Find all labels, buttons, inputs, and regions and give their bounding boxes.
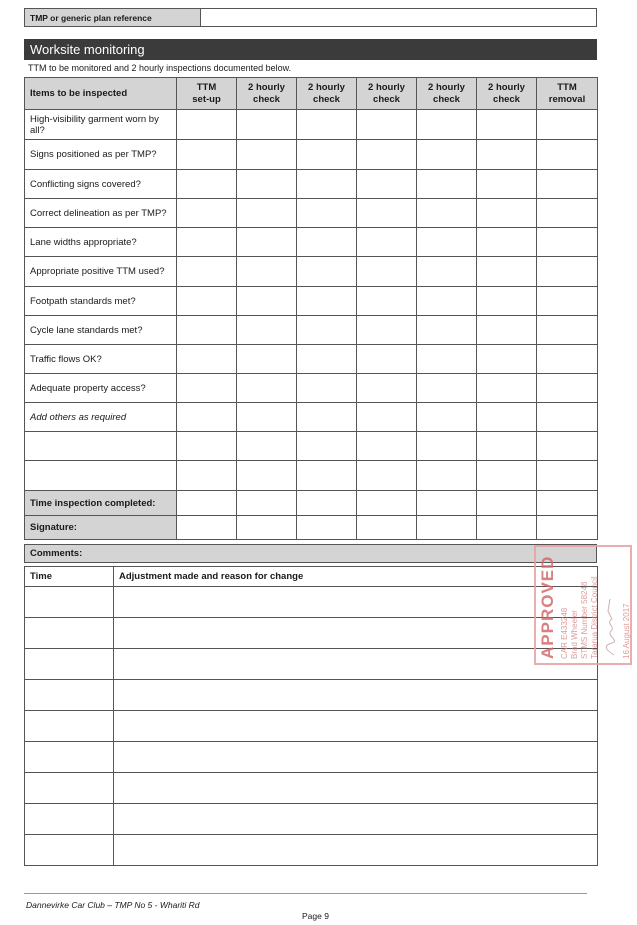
table-row: [25, 403, 598, 432]
table-row: [25, 170, 598, 199]
check-cell[interactable]: [537, 199, 598, 228]
adjustments-table: [24, 566, 598, 866]
check-cell[interactable]: [237, 432, 297, 461]
adjustment-entry-cell[interactable]: [114, 835, 598, 866]
section-intro: TTM to be monitored and 2 hourly inspections documented below.: [28, 63, 292, 73]
adjustment-entry-cell[interactable]: [114, 649, 598, 680]
stamp-date: 16 August 2017: [622, 603, 631, 659]
check-cell[interactable]: [537, 316, 598, 345]
stamp-name: Brad Wheeler: [570, 610, 579, 659]
time-cell[interactable]: [237, 491, 297, 516]
check-cell[interactable]: [177, 228, 237, 257]
check-cell[interactable]: [417, 461, 477, 491]
check-cell[interactable]: [477, 170, 537, 199]
stamp-council: Tararua District Council: [590, 576, 599, 659]
signature-row: [25, 516, 598, 540]
stamp-stms-number: STMS Number 58248: [580, 581, 589, 659]
check-cell[interactable]: [537, 345, 598, 374]
adjustments-header-row: [25, 567, 598, 587]
col-header-check-5: 2 hourly check: [477, 78, 537, 110]
table-row: [25, 316, 598, 345]
table-row: [25, 773, 598, 804]
col-header-removal: TTM removal: [537, 78, 598, 110]
time-completed-label: Time inspection completed:: [25, 491, 177, 516]
time-cell[interactable]: [177, 491, 237, 516]
check-cell[interactable]: [417, 228, 477, 257]
time-completed-row: [25, 491, 598, 516]
table-row: [25, 587, 598, 618]
time-entry-cell[interactable]: [25, 649, 114, 680]
check-cell[interactable]: [477, 257, 537, 287]
check-cell[interactable]: [477, 403, 537, 432]
check-cell[interactable]: [477, 140, 537, 170]
time-entry-cell[interactable]: [25, 587, 114, 618]
inspection-table: [24, 77, 598, 540]
table-row: [25, 835, 598, 866]
signature-cell[interactable]: [417, 516, 477, 540]
check-cell[interactable]: [537, 257, 598, 287]
time-header: Time: [25, 567, 114, 587]
signature-cell[interactable]: [297, 516, 357, 540]
check-cell[interactable]: [177, 316, 237, 345]
check-cell[interactable]: [237, 257, 297, 287]
time-cell[interactable]: [537, 491, 598, 516]
check-cell[interactable]: [537, 432, 598, 461]
check-cell[interactable]: [177, 110, 237, 140]
check-cell[interactable]: [177, 345, 237, 374]
approval-stamp: [534, 545, 632, 665]
check-cell[interactable]: [237, 374, 297, 403]
check-cell[interactable]: [537, 461, 598, 491]
comments-label: Comments:: [24, 544, 597, 563]
table-row: [25, 680, 598, 711]
check-cell[interactable]: [297, 316, 357, 345]
adjustment-entry-cell[interactable]: [114, 804, 598, 835]
footer-divider: [24, 893, 587, 894]
check-cell[interactable]: [177, 432, 237, 461]
check-cell[interactable]: [237, 316, 297, 345]
check-cell[interactable]: [417, 374, 477, 403]
check-cell[interactable]: [357, 287, 417, 316]
check-cell[interactable]: [417, 403, 477, 432]
check-cell[interactable]: [297, 287, 357, 316]
check-cell[interactable]: [177, 257, 237, 287]
check-cell[interactable]: [237, 461, 297, 491]
time-cell[interactable]: [297, 491, 357, 516]
check-cell[interactable]: [537, 170, 598, 199]
check-cell[interactable]: [177, 140, 237, 170]
inspection-item-label: Conflicting signs covered?: [25, 170, 177, 199]
signature-cell[interactable]: [357, 516, 417, 540]
check-cell[interactable]: [297, 257, 357, 287]
plan-reference-row: [24, 8, 597, 27]
check-cell[interactable]: [537, 140, 598, 170]
custom-item-cell[interactable]: [25, 461, 177, 491]
footer-page-number: Page 9: [302, 911, 329, 921]
inspection-header-row: [25, 78, 598, 110]
inspection-item-label: Signs positioned as per TMP?: [25, 140, 177, 170]
check-cell[interactable]: [237, 287, 297, 316]
table-row: [25, 199, 598, 228]
inspection-item-label: Adequate property access?: [25, 374, 177, 403]
check-cell[interactable]: [237, 110, 297, 140]
check-cell[interactable]: [357, 228, 417, 257]
table-row: [25, 432, 598, 461]
check-cell[interactable]: [297, 345, 357, 374]
time-cell[interactable]: [417, 491, 477, 516]
time-entry-cell[interactable]: [25, 618, 114, 649]
check-cell[interactable]: [477, 228, 537, 257]
check-cell[interactable]: [297, 228, 357, 257]
adjustment-entry-cell[interactable]: [114, 742, 598, 773]
adjustment-header: Adjustment made and reason for change: [114, 567, 598, 587]
check-cell[interactable]: [297, 461, 357, 491]
time-cell[interactable]: [477, 491, 537, 516]
adjustment-entry-cell[interactable]: [114, 618, 598, 649]
check-cell[interactable]: [297, 110, 357, 140]
adjustment-entry-cell[interactable]: [114, 680, 598, 711]
time-entry-cell[interactable]: [25, 711, 114, 742]
check-cell[interactable]: [417, 257, 477, 287]
stamp-car-number: CAR E433248: [560, 607, 569, 659]
col-header-setup: TTM set-up: [177, 78, 237, 110]
check-cell[interactable]: [297, 403, 357, 432]
check-cell[interactable]: [297, 374, 357, 403]
check-cell[interactable]: [177, 199, 237, 228]
check-cell[interactable]: [237, 228, 297, 257]
check-cell[interactable]: [177, 287, 237, 316]
check-cell[interactable]: [357, 461, 417, 491]
check-cell[interactable]: [417, 110, 477, 140]
check-cell[interactable]: [357, 257, 417, 287]
check-cell[interactable]: [357, 316, 417, 345]
inspection-item-label: Traffic flows OK?: [25, 345, 177, 374]
check-cell[interactable]: [357, 110, 417, 140]
adjustment-entry-cell[interactable]: [114, 773, 598, 804]
check-cell[interactable]: [477, 374, 537, 403]
col-header-check-1: 2 hourly check: [237, 78, 297, 110]
stamp-title: APPROVED: [538, 555, 557, 659]
time-entry-cell[interactable]: [25, 835, 114, 866]
plan-reference-label: TMP or generic plan reference: [25, 9, 201, 26]
check-cell[interactable]: [477, 345, 537, 374]
check-cell[interactable]: [417, 170, 477, 199]
inspection-item-label: Correct delineation as per TMP?: [25, 199, 177, 228]
check-cell[interactable]: [537, 403, 598, 432]
table-row: [25, 742, 598, 773]
check-cell[interactable]: [237, 170, 297, 199]
check-cell[interactable]: [357, 199, 417, 228]
check-cell[interactable]: [177, 374, 237, 403]
check-cell[interactable]: [477, 287, 537, 316]
inspection-item-label: Cycle lane standards met?: [25, 316, 177, 345]
inspection-item-label: Footpath standards met?: [25, 287, 177, 316]
inspection-item-label: High-visibility garment worn by all?: [25, 110, 177, 140]
table-row: [25, 140, 598, 170]
section-title: Worksite monitoring: [24, 39, 597, 60]
check-cell[interactable]: [357, 345, 417, 374]
table-row: [25, 110, 598, 140]
check-cell[interactable]: [237, 345, 297, 374]
table-row: [25, 228, 598, 257]
add-others-label: Add others as required: [25, 403, 177, 432]
check-cell[interactable]: [177, 403, 237, 432]
time-cell[interactable]: [357, 491, 417, 516]
check-cell[interactable]: [537, 374, 598, 403]
check-cell[interactable]: [237, 199, 297, 228]
check-cell[interactable]: [177, 170, 237, 199]
plan-reference-field[interactable]: [201, 9, 596, 26]
check-cell[interactable]: [417, 287, 477, 316]
table-row: [25, 374, 598, 403]
check-cell[interactable]: [417, 345, 477, 374]
signature-cell[interactable]: [237, 516, 297, 540]
time-entry-cell[interactable]: [25, 742, 114, 773]
table-row: [25, 257, 598, 287]
check-cell[interactable]: [417, 199, 477, 228]
table-row: [25, 618, 598, 649]
check-cell[interactable]: [297, 432, 357, 461]
check-cell[interactable]: [297, 140, 357, 170]
signature-cell[interactable]: [177, 516, 237, 540]
check-cell[interactable]: [237, 403, 297, 432]
check-cell[interactable]: [537, 228, 598, 257]
check-cell[interactable]: [477, 110, 537, 140]
check-cell[interactable]: [537, 287, 598, 316]
check-cell[interactable]: [357, 432, 417, 461]
check-cell[interactable]: [417, 316, 477, 345]
signature-label: Signature:: [25, 516, 177, 540]
check-cell[interactable]: [357, 170, 417, 199]
table-row: [25, 649, 598, 680]
check-cell[interactable]: [477, 461, 537, 491]
check-cell[interactable]: [417, 140, 477, 170]
inspection-item-label: Appropriate positive TTM used?: [25, 257, 177, 287]
col-header-check-2: 2 hourly check: [297, 78, 357, 110]
table-row: [25, 711, 598, 742]
check-cell[interactable]: [477, 432, 537, 461]
inspection-item-label: Lane widths appropriate?: [25, 228, 177, 257]
col-header-check-4: 2 hourly check: [417, 78, 477, 110]
table-row: [25, 461, 598, 491]
signature-cell[interactable]: [537, 516, 598, 540]
check-cell[interactable]: [477, 199, 537, 228]
check-cell[interactable]: [357, 140, 417, 170]
check-cell[interactable]: [477, 316, 537, 345]
time-entry-cell[interactable]: [25, 804, 114, 835]
time-entry-cell[interactable]: [25, 773, 114, 804]
table-row: [25, 345, 598, 374]
check-cell[interactable]: [417, 432, 477, 461]
col-header-check-3: 2 hourly check: [357, 78, 417, 110]
check-cell[interactable]: [357, 403, 417, 432]
table-row: [25, 287, 598, 316]
time-entry-cell[interactable]: [25, 680, 114, 711]
check-cell[interactable]: [357, 374, 417, 403]
check-cell[interactable]: [237, 140, 297, 170]
adjustment-entry-cell[interactable]: [114, 711, 598, 742]
signature-cell[interactable]: [477, 516, 537, 540]
footer-document-title: Dannevirke Car Club – TMP No 5 - Whariti Rd: [26, 900, 200, 910]
adjustment-entry-cell[interactable]: [114, 587, 598, 618]
table-row: [25, 804, 598, 835]
stamp-signature-scribble: [602, 587, 618, 657]
check-cell[interactable]: [177, 461, 237, 491]
check-cell[interactable]: [297, 170, 357, 199]
check-cell[interactable]: [537, 110, 598, 140]
custom-item-cell[interactable]: [25, 432, 177, 461]
check-cell[interactable]: [297, 199, 357, 228]
items-header: Items to be inspected: [25, 78, 177, 110]
